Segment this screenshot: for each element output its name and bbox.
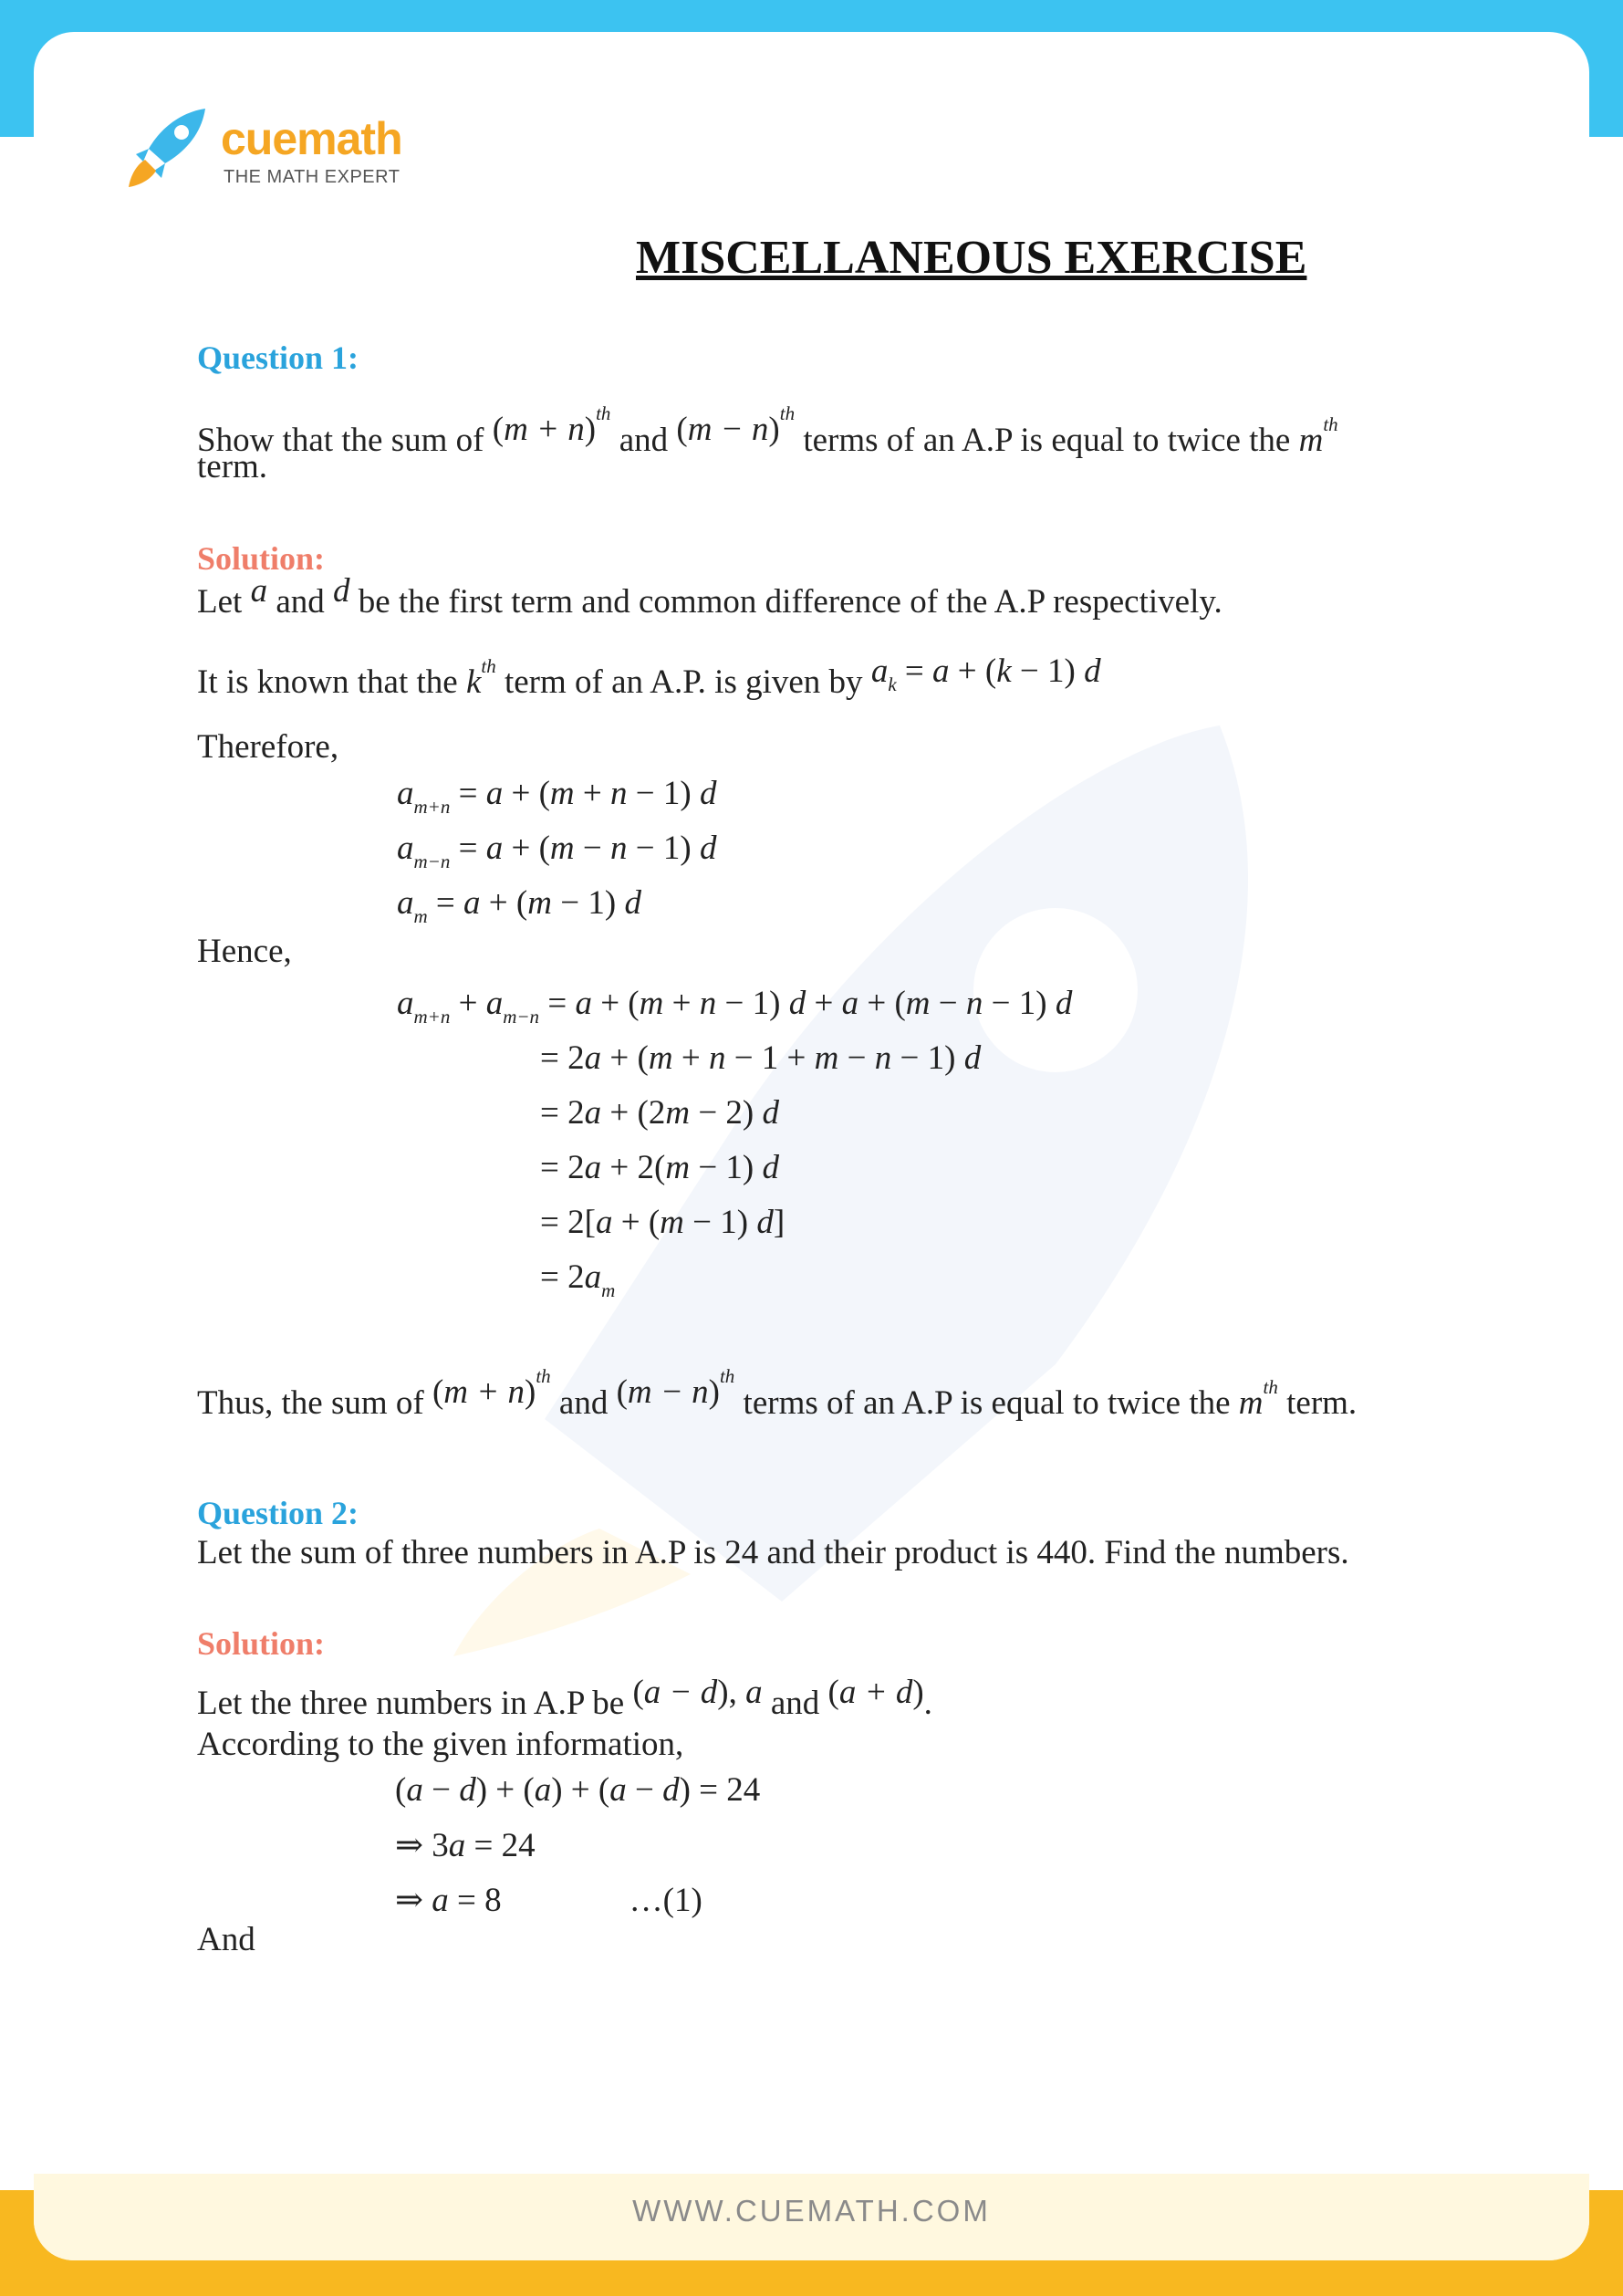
- equation-line: $a_{m-n} = a + (m - n - 1)$ d: [397, 830, 717, 872]
- math-expression: $(m + n)^{th}$: [492, 402, 611, 448]
- footer: [34, 2174, 1589, 2260]
- math-variable: a: [250, 572, 268, 610]
- question-2-text: Let the sum of three numbers in A.P is 24 and their product is 440. Find the numbers.: [197, 1534, 1349, 1571]
- equation-line: ⇒ a = 8 …(1): [395, 1882, 702, 1919]
- text: It is known that the: [197, 663, 458, 701]
- text: Thus, the sum of: [197, 1384, 424, 1422]
- therefore-label: Therefore,: [197, 728, 339, 766]
- and-word: and: [770, 1685, 820, 1722]
- q1-text-part: term.: [197, 448, 268, 485]
- math-expression: $(m - n)^{th}$: [616, 1365, 735, 1411]
- page-card: [34, 32, 1589, 2260]
- according-text: According to the given information,: [197, 1726, 684, 1763]
- solution-1-conclusion: [197, 1367, 1357, 1424]
- equation-line: = 2a + (m + n − 1 + m − n − 1) d: [540, 1039, 982, 1077]
- math-expression: (a − d), a: [632, 1674, 763, 1711]
- math-expression: (a + d): [827, 1674, 924, 1711]
- question-1-text: [197, 404, 1338, 461]
- text: term of an A.P. is given by: [504, 663, 863, 701]
- rocket-logo-icon: [125, 107, 209, 191]
- text: term.: [1286, 1384, 1358, 1422]
- equation-line: (a − d) + (a) + (a − d) = 24: [395, 1771, 761, 1809]
- text: terms of an A.P is equal to twice the: [743, 1384, 1231, 1422]
- equation-line: ⇒ 3a = 24: [395, 1827, 536, 1864]
- equation-line: $a_{m+n} + a_{m-n} = a + (m + n - 1) d + a + (m - n - 1)$ d: [397, 985, 1073, 1028]
- cuemath-logo: [125, 105, 417, 196]
- question-1-heading: Question 1:: [197, 339, 359, 376]
- page-title: MISCELLANEOUS EXERCISE: [636, 232, 1307, 284]
- math-expression: $m^{th}$: [1298, 413, 1338, 459]
- and-label: And: [197, 1921, 255, 1958]
- math-variable: d: [333, 572, 350, 610]
- equation-line: = 2[a + (m − 1) d]: [540, 1204, 785, 1241]
- math-expression: $(m - n)^{th}$: [676, 402, 796, 448]
- solution-1-let: [197, 572, 1222, 622]
- equation-line: $a_{m+n} = a + (m + n - 1)$ d: [397, 775, 717, 818]
- solution-1-known: [197, 646, 1101, 715]
- math-expression: $(m + n)^{th}$: [432, 1365, 551, 1411]
- equation-line: = $2a_m$: [540, 1258, 616, 1301]
- and-word: and: [619, 422, 669, 459]
- text: be the first term and common difference of the A.P respectively.: [358, 583, 1222, 621]
- math-expression: $k^{th}$: [465, 655, 496, 701]
- question-2-heading: Question 2:: [197, 1495, 359, 1531]
- hence-label: Hence,: [197, 933, 292, 970]
- equation-line: = 2a + 2(m − 1) d: [540, 1149, 780, 1186]
- equation-line: $a_m = a + (m - 1)$ d: [397, 884, 641, 927]
- solution-2-let: [197, 1674, 932, 1724]
- footer-url: WWW.CUEMATH.COM: [632, 2194, 991, 2228]
- text: Let the three numbers in A.P be: [197, 1685, 625, 1722]
- q1-text-part: terms of an A.P is equal to twice the: [803, 422, 1291, 459]
- solution-1-heading: Solution:: [197, 540, 326, 577]
- brand-tagline: THE MATH EXPERT: [224, 167, 401, 187]
- math-expression: $m^{th}$: [1238, 1376, 1278, 1422]
- period: .: [923, 1685, 932, 1722]
- solution-2-heading: Solution:: [197, 1625, 326, 1662]
- equation-line: = 2a + (2m − 2) d: [540, 1094, 780, 1132]
- brand-name: cuemath: [221, 113, 402, 164]
- text: Let: [197, 583, 243, 621]
- math-expression: $a_k = a + (k - 1)$ d: [870, 652, 1101, 695]
- and-word: and: [276, 583, 325, 621]
- and-word: and: [558, 1384, 609, 1422]
- q1-text-part: Show that the sum of: [197, 422, 484, 459]
